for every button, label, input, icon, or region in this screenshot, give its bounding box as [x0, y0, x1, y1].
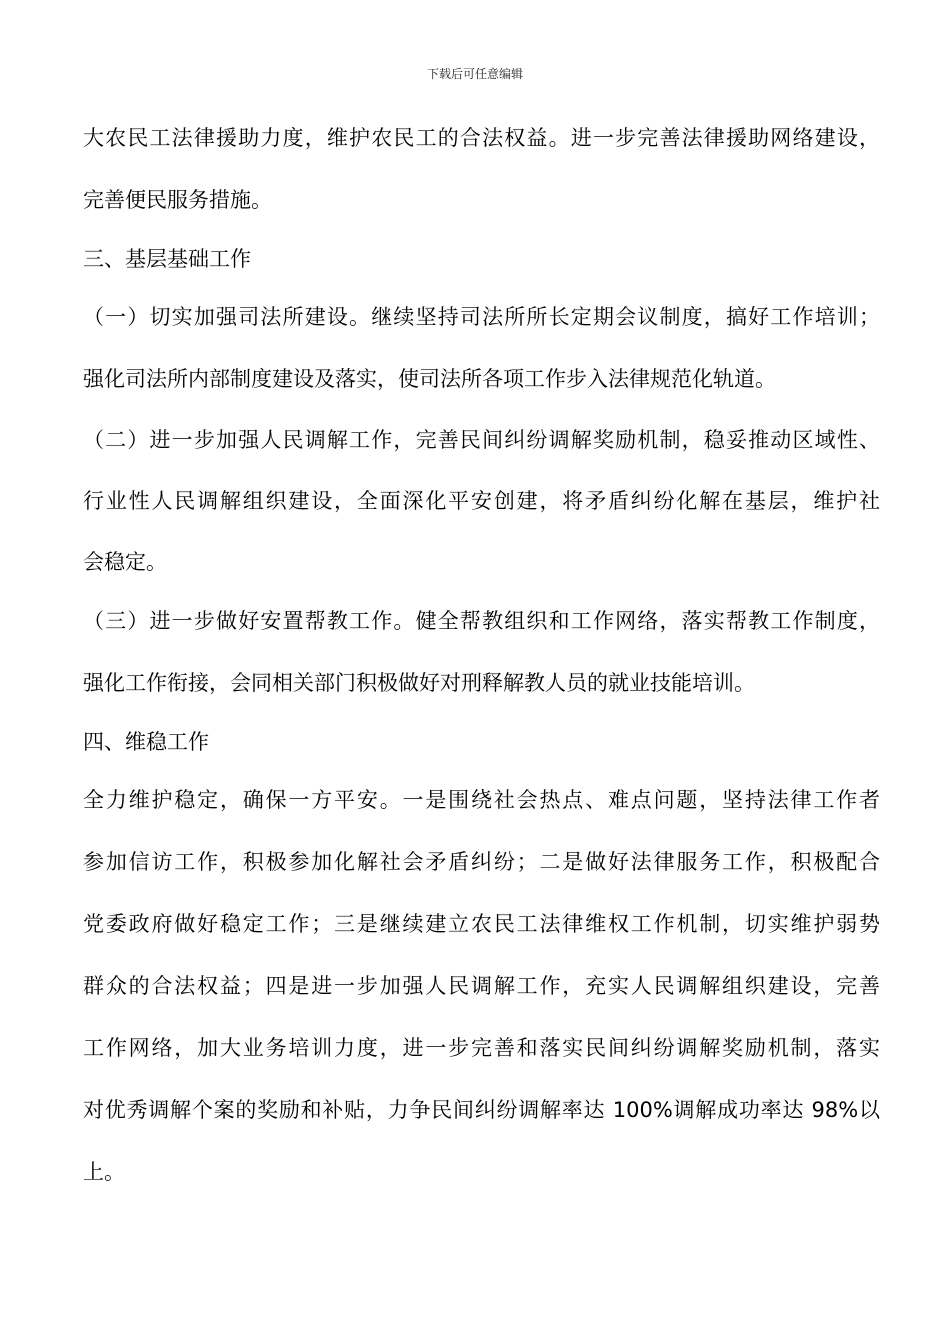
body-line: 工作网络，加大业务培训力度，进一步完善和落实民间纠纷调解奖励机制，落实 [83, 1036, 880, 1060]
body-line: 大农民工法律援助力度，维护农民工的合法权益。进一步完善法律援助网络建设， [83, 126, 880, 150]
body-line: 对优秀调解个案的奖励和补贴，力争民间纠纷调解率达 100%调解成功率达 98%以 [83, 1098, 880, 1122]
body-line: （二）进一步加强人民调解工作，完善民间纠纷调解奖励机制，稳妥推动区域性、 [83, 428, 880, 452]
body-line: 强化司法所内部制度建设及落实，使司法所各项工作步入法律规范化轨道。 [83, 367, 776, 391]
body-line: 会稳定。 [83, 550, 167, 574]
section-heading: 四、维稳工作 [83, 730, 209, 754]
page-header-note: 下载后可任意编辑 [426, 67, 523, 81]
body-line: 参加信访工作，积极参加化解社会矛盾纠纷；二是做好法律服务工作，积极配合 [83, 850, 880, 874]
body-line: （一）切实加强司法所建设。继续坚持司法所所长定期会议制度，搞好工作培训； [83, 305, 880, 329]
body-line: 上。 [83, 1160, 125, 1184]
section-heading: 三、基层基础工作 [83, 247, 251, 271]
body-line: 群众的合法权益；四是进一步加强人民调解工作，充实人民调解组织建设，完善 [83, 974, 880, 998]
body-line: 行业性人民调解组织建设，全面深化平安创建，将矛盾纠纷化解在基层，维护社 [83, 489, 880, 513]
body-line: 全力维护稳定，确保一方平安。一是围绕社会热点、难点问题，坚持法律工作者 [83, 788, 880, 812]
body-line: 完善便民服务措施。 [83, 188, 272, 212]
body-line: 党委政府做好稳定工作；三是继续建立农民工法律维权工作机制，切实维护弱势 [83, 912, 880, 936]
body-line: （三）进一步做好安置帮教工作。健全帮教组织和工作网络，落实帮教工作制度， [83, 609, 880, 633]
body-line: 强化工作衔接，会同相关部门积极做好对刑释解教人员的就业技能培训。 [83, 671, 755, 695]
